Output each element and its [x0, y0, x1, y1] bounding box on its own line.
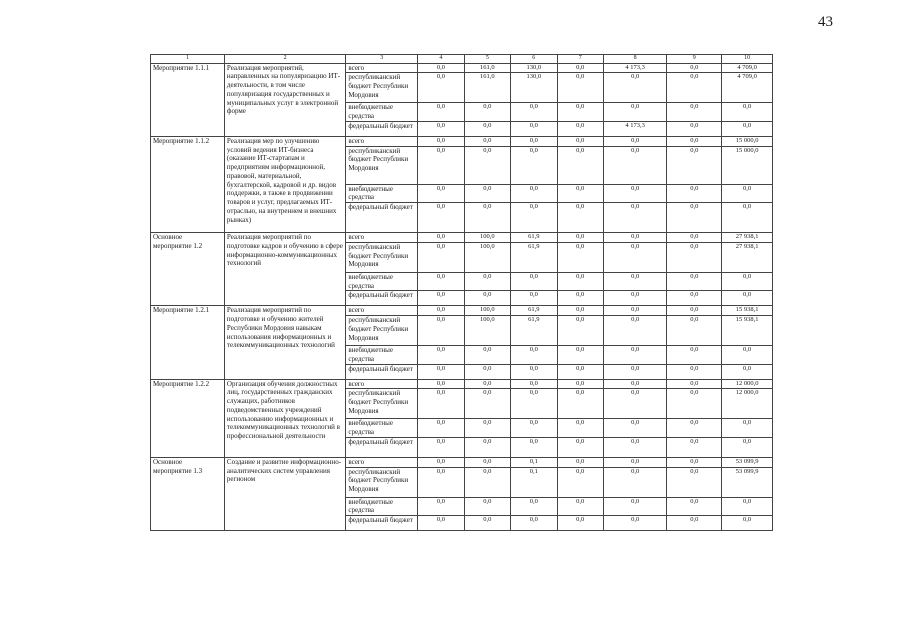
amount-cell: 0,0 — [603, 457, 666, 467]
amount-cell: 53 099,9 — [722, 457, 773, 467]
amount-cell: 0,0 — [667, 272, 722, 291]
activity-code: Мероприятие 1.2.2 — [151, 379, 225, 457]
funding-source: республиканский бюджет Республики Мордовия — [346, 146, 418, 184]
amount-cell: 100,0 — [464, 242, 510, 272]
funding-source: внебюджетные средства — [346, 497, 418, 516]
amount-cell: 0,0 — [667, 203, 722, 233]
amount-cell: 0,0 — [603, 146, 666, 184]
amount-cell: 0,0 — [557, 389, 603, 419]
activity-code: Мероприятие 1.1.1 — [151, 63, 225, 136]
amount-cell: 0,0 — [511, 103, 557, 122]
amount-cell: 0,0 — [722, 497, 773, 516]
amount-cell: 0,0 — [557, 146, 603, 184]
amount-cell: 0,0 — [557, 291, 603, 306]
amount-cell: 0,0 — [557, 73, 603, 103]
amount-cell: 4 709,0 — [722, 73, 773, 103]
amount-cell: 0,0 — [667, 233, 722, 243]
amount-cell: 0,0 — [557, 457, 603, 467]
column-number: 4 — [418, 55, 464, 64]
amount-cell: 0,0 — [464, 379, 510, 389]
amount-cell: 0,0 — [722, 437, 773, 457]
amount-cell: 0,0 — [511, 146, 557, 184]
amount-cell: 0,0 — [603, 516, 666, 531]
funding-source: федеральный бюджет — [346, 203, 418, 233]
amount-cell: 0,0 — [511, 346, 557, 365]
amount-cell: 0,0 — [511, 437, 557, 457]
amount-cell: 0,0 — [557, 242, 603, 272]
amount-cell: 0,0 — [667, 467, 722, 497]
amount-cell: 0,0 — [511, 419, 557, 438]
amount-cell: 0,0 — [667, 419, 722, 438]
amount-cell: 0,0 — [667, 457, 722, 467]
amount-cell: 0,0 — [722, 419, 773, 438]
amount-cell: 0,0 — [464, 272, 510, 291]
activity-code: Основное мероприятие 1.3 — [151, 457, 225, 530]
amount-cell: 15 000,0 — [722, 146, 773, 184]
amount-cell: 0,0 — [603, 316, 666, 346]
amount-cell: 0,0 — [511, 272, 557, 291]
amount-cell: 0,0 — [511, 121, 557, 136]
amount-cell: 0,0 — [464, 467, 510, 497]
amount-cell: 0,0 — [722, 184, 773, 203]
amount-cell: 0,0 — [511, 379, 557, 389]
amount-cell: 0,0 — [667, 306, 722, 316]
amount-cell: 0,0 — [418, 457, 464, 467]
amount-cell: 0,0 — [603, 184, 666, 203]
amount-cell: 0,0 — [722, 364, 773, 379]
amount-cell: 0,0 — [418, 136, 464, 146]
amount-cell: 0,0 — [557, 184, 603, 203]
amount-cell: 0,0 — [557, 306, 603, 316]
amount-cell: 0,0 — [667, 316, 722, 346]
amount-cell: 0,0 — [667, 497, 722, 516]
amount-cell: 0,0 — [464, 203, 510, 233]
column-number: 5 — [464, 55, 510, 64]
amount-cell: 0,0 — [418, 242, 464, 272]
amount-cell: 0,0 — [418, 73, 464, 103]
amount-cell: 130,0 — [511, 73, 557, 103]
amount-cell: 161,0 — [464, 73, 510, 103]
amount-cell: 0,0 — [418, 419, 464, 438]
funding-source: республиканский бюджет Республики Мордовия — [346, 316, 418, 346]
amount-cell: 0,0 — [603, 364, 666, 379]
amount-cell: 0,0 — [667, 63, 722, 73]
amount-cell: 0,0 — [418, 467, 464, 497]
amount-cell: 0,0 — [511, 136, 557, 146]
column-number: 1 — [151, 55, 225, 64]
amount-cell: 0,0 — [418, 291, 464, 306]
funding-source: внебюджетные средства — [346, 419, 418, 438]
funding-source: федеральный бюджет — [346, 364, 418, 379]
amount-cell: 0,0 — [511, 389, 557, 419]
amount-cell: 0,0 — [557, 121, 603, 136]
amount-cell: 0,0 — [667, 379, 722, 389]
funding-source: внебюджетные средства — [346, 272, 418, 291]
amount-cell: 0,0 — [667, 73, 722, 103]
program-funding-table — [150, 54, 773, 531]
amount-cell: 0,0 — [557, 346, 603, 365]
amount-cell: 0,0 — [418, 346, 464, 365]
amount-cell: 0,0 — [464, 497, 510, 516]
funding-source: республиканский бюджет Республики Мордовия — [346, 467, 418, 497]
amount-cell: 27 938,1 — [722, 233, 773, 243]
amount-cell: 100,0 — [464, 316, 510, 346]
amount-cell: 0,0 — [418, 63, 464, 73]
amount-cell: 0,0 — [603, 103, 666, 122]
amount-cell: 0,0 — [511, 203, 557, 233]
amount-cell: 0,0 — [418, 272, 464, 291]
amount-cell: 0,0 — [418, 306, 464, 316]
amount-cell: 0,0 — [557, 497, 603, 516]
amount-cell: 61,9 — [511, 242, 557, 272]
amount-cell: 0,0 — [557, 103, 603, 122]
activity-code: Мероприятие 1.2.1 — [151, 306, 225, 379]
activity-name: Реализация мероприятий по подготовке и обучению жителей Республики Мордовия навыкам использования информационных и телекоммуникационных технологий — [224, 306, 345, 379]
amount-cell: 0,0 — [667, 516, 722, 531]
amount-cell: 0,0 — [603, 291, 666, 306]
amount-cell: 0,0 — [722, 203, 773, 233]
table-row — [151, 63, 773, 73]
amount-cell: 0,0 — [667, 389, 722, 419]
column-number: 3 — [346, 55, 418, 64]
activity-code: Основное мероприятие 1.2 — [151, 233, 225, 306]
funding-source: всего — [346, 233, 418, 243]
amount-cell: 0,0 — [557, 63, 603, 73]
amount-cell: 0,0 — [603, 272, 666, 291]
amount-cell: 0,0 — [667, 437, 722, 457]
amount-cell: 0,0 — [418, 389, 464, 419]
amount-cell: 0,0 — [557, 272, 603, 291]
column-number: 6 — [511, 55, 557, 64]
amount-cell: 100,0 — [464, 306, 510, 316]
amount-cell: 0,0 — [464, 364, 510, 379]
activity-name: Организация обучения должностных лиц, государственных гражданских служащих, работников подведомственных учреждений использованию информационных и телекоммуникационных технологий в профессиональной деятельности — [224, 379, 345, 457]
amount-cell: 0,0 — [557, 437, 603, 457]
amount-cell: 4 173,3 — [603, 121, 666, 136]
amount-cell: 12 000,0 — [722, 389, 773, 419]
amount-cell: 0,0 — [667, 184, 722, 203]
amount-cell: 0,0 — [603, 419, 666, 438]
amount-cell: 0,0 — [667, 136, 722, 146]
amount-cell: 0,0 — [557, 203, 603, 233]
amount-cell: 4 173,3 — [603, 63, 666, 73]
amount-cell: 27 938,1 — [722, 242, 773, 272]
amount-cell: 0,0 — [418, 203, 464, 233]
amount-cell: 0,0 — [603, 379, 666, 389]
funding-source: всего — [346, 457, 418, 467]
amount-cell: 0,0 — [603, 242, 666, 272]
amount-cell: 0,0 — [667, 364, 722, 379]
funding-source: федеральный бюджет — [346, 291, 418, 306]
amount-cell: 0,0 — [603, 467, 666, 497]
amount-cell: 0,0 — [722, 291, 773, 306]
amount-cell: 0,0 — [603, 389, 666, 419]
amount-cell: 0,0 — [418, 316, 464, 346]
funding-source: всего — [346, 63, 418, 73]
amount-cell: 0,0 — [722, 272, 773, 291]
amount-cell: 0,0 — [418, 437, 464, 457]
amount-cell: 0,0 — [557, 136, 603, 146]
funding-source: всего — [346, 136, 418, 146]
amount-cell: 0,0 — [418, 121, 464, 136]
table-row — [151, 233, 773, 243]
amount-cell: 15 938,1 — [722, 316, 773, 346]
amount-cell: 61,9 — [511, 233, 557, 243]
column-numbers-row — [151, 55, 773, 64]
column-number: 8 — [603, 55, 666, 64]
funding-source: всего — [346, 379, 418, 389]
amount-cell: 0,0 — [557, 467, 603, 497]
table-row — [151, 457, 773, 467]
funding-source: федеральный бюджет — [346, 437, 418, 457]
column-number: 7 — [557, 55, 603, 64]
amount-cell: 0,0 — [722, 346, 773, 365]
amount-cell: 0,0 — [557, 516, 603, 531]
funding-source: внебюджетные средства — [346, 103, 418, 122]
table-row — [151, 306, 773, 316]
amount-cell: 100,0 — [464, 233, 510, 243]
amount-cell: 0,0 — [667, 242, 722, 272]
amount-cell: 53 099,9 — [722, 467, 773, 497]
amount-cell: 0,0 — [418, 184, 464, 203]
amount-cell: 4 709,0 — [722, 63, 773, 73]
amount-cell: 130,0 — [511, 63, 557, 73]
activity-name: Реализация мер по улучшению условий ведения ИТ-бизнеса (оказание ИТ-стартапам и предприятиям информационной, правовой, материальной, бухгалтерской, кадровой и др. видов поддержки, в также в продвижении товаров и услуг, предлагаемых ИТ-отраслью, на внутреннем и внешних рынках) — [224, 136, 345, 232]
page-number: 43 — [818, 14, 833, 30]
amount-cell: 0,0 — [464, 103, 510, 122]
amount-cell: 0,0 — [557, 233, 603, 243]
table-row — [151, 379, 773, 389]
amount-cell: 0,0 — [511, 184, 557, 203]
amount-cell: 0,0 — [722, 121, 773, 136]
amount-cell: 0,0 — [464, 389, 510, 419]
funding-source: федеральный бюджет — [346, 121, 418, 136]
amount-cell: 0,0 — [511, 516, 557, 531]
amount-cell: 0,0 — [418, 516, 464, 531]
amount-cell: 0,0 — [557, 364, 603, 379]
column-number: 9 — [667, 55, 722, 64]
funding-source: внебюджетные средства — [346, 184, 418, 203]
activity-code: Мероприятие 1.1.2 — [151, 136, 225, 232]
funding-source: республиканский бюджет Республики Мордовия — [346, 73, 418, 103]
amount-cell: 61,9 — [511, 316, 557, 346]
amount-cell: 0,0 — [667, 291, 722, 306]
amount-cell: 0,0 — [464, 437, 510, 457]
amount-cell: 0,0 — [667, 103, 722, 122]
amount-cell: 0,0 — [667, 146, 722, 184]
amount-cell: 0,0 — [464, 516, 510, 531]
funding-source: федеральный бюджет — [346, 516, 418, 531]
activity-name: Реализация мероприятий, направленных на популяризацию ИТ-деятельности, в том числе популяризация государственных и муниципальных услуг в электронной форме — [224, 63, 345, 136]
table-row — [151, 136, 773, 146]
amount-cell: 12 000,0 — [722, 379, 773, 389]
amount-cell: 0,0 — [667, 346, 722, 365]
amount-cell: 0,0 — [511, 497, 557, 516]
column-number: 2 — [224, 55, 345, 64]
amount-cell: 0,0 — [418, 103, 464, 122]
amount-cell: 0,0 — [667, 121, 722, 136]
amount-cell: 0,0 — [418, 379, 464, 389]
amount-cell: 0,0 — [603, 73, 666, 103]
activity-name: Реализация мероприятий по подготовке кадров и обучению в сфере информационно-коммуникационных технологий — [224, 233, 345, 306]
amount-cell: 0,0 — [603, 306, 666, 316]
amount-cell: 0,0 — [603, 136, 666, 146]
amount-cell: 0,0 — [464, 291, 510, 306]
amount-cell: 0,0 — [603, 497, 666, 516]
amount-cell: 0,0 — [464, 146, 510, 184]
funding-source: республиканский бюджет Республики Мордовия — [346, 389, 418, 419]
amount-cell: 0,0 — [557, 419, 603, 438]
amount-cell: 0,0 — [418, 497, 464, 516]
amount-cell: 0,0 — [722, 103, 773, 122]
amount-cell: 0,1 — [511, 467, 557, 497]
amount-cell: 0,0 — [603, 346, 666, 365]
amount-cell: 0,0 — [464, 419, 510, 438]
amount-cell: 0,0 — [511, 291, 557, 306]
amount-cell: 0,0 — [464, 346, 510, 365]
amount-cell: 0,0 — [418, 233, 464, 243]
amount-cell: 0,0 — [464, 457, 510, 467]
funding-source: всего — [346, 306, 418, 316]
activity-name: Создание и развитие информационно-аналитических систем управления регионом — [224, 457, 345, 530]
amount-cell: 0,0 — [464, 121, 510, 136]
funding-source: республиканский бюджет Республики Мордовия — [346, 242, 418, 272]
amount-cell: 15 000,0 — [722, 136, 773, 146]
amount-cell: 15 938,1 — [722, 306, 773, 316]
amount-cell: 61,9 — [511, 306, 557, 316]
amount-cell: 0,0 — [603, 437, 666, 457]
amount-cell: 0,0 — [557, 316, 603, 346]
amount-cell: 0,0 — [511, 364, 557, 379]
amount-cell: 0,0 — [603, 203, 666, 233]
amount-cell: 0,1 — [511, 457, 557, 467]
amount-cell: 0,0 — [557, 379, 603, 389]
amount-cell: 0,0 — [464, 184, 510, 203]
amount-cell: 0,0 — [418, 146, 464, 184]
amount-cell: 0,0 — [464, 136, 510, 146]
amount-cell: 0,0 — [418, 364, 464, 379]
amount-cell: 0,0 — [722, 516, 773, 531]
column-number: 10 — [722, 55, 773, 64]
amount-cell: 161,0 — [464, 63, 510, 73]
amount-cell: 0,0 — [603, 233, 666, 243]
funding-source: внебюджетные средства — [346, 346, 418, 365]
